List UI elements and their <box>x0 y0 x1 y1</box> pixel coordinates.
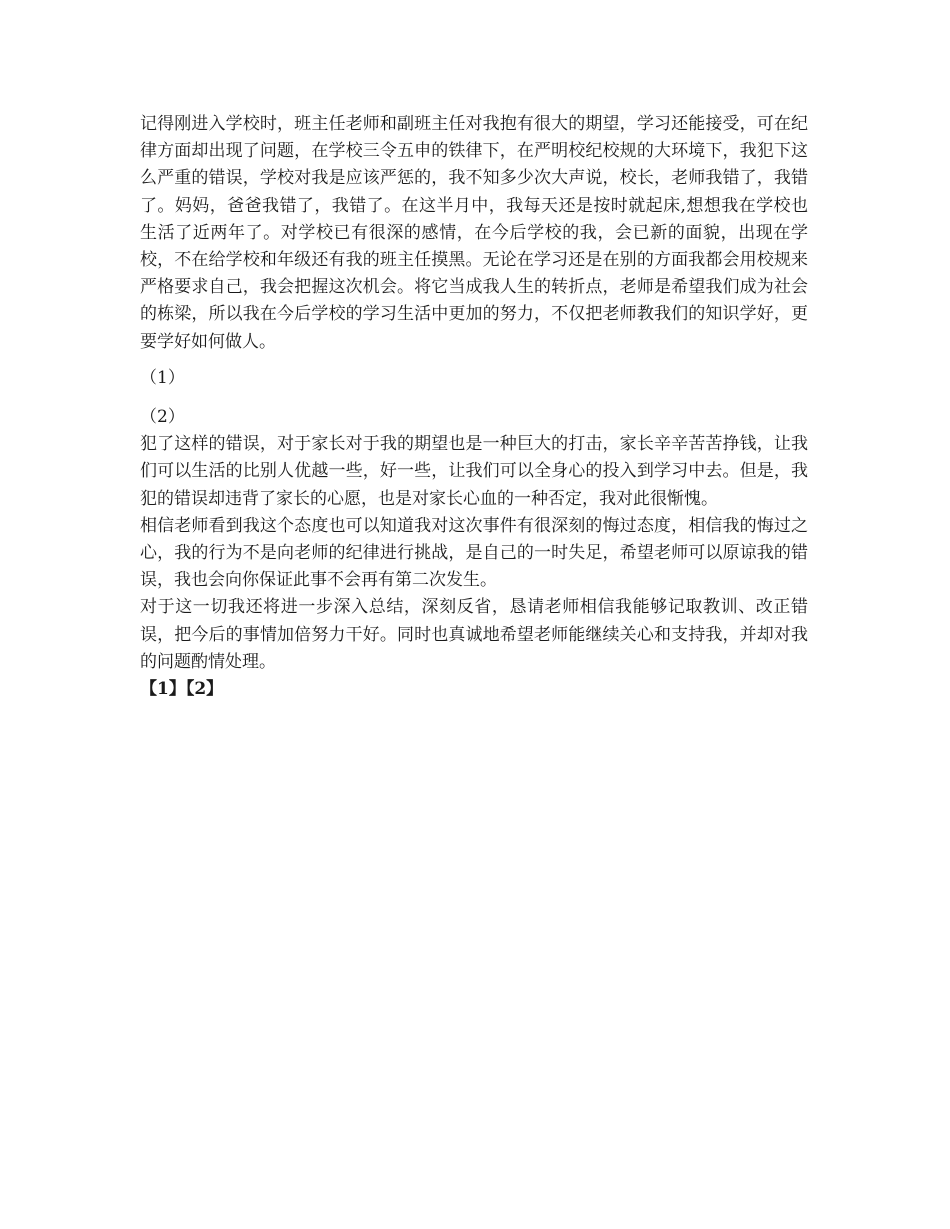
page-links[interactable]: 【1】【2】 <box>140 679 224 700</box>
document-body <box>140 111 808 703</box>
section-label-2: （2） <box>140 407 185 428</box>
section-2-paragraph-1: 犯了这样的错误，对于家长对于我的期望也是一种巨大的打击，家长辛辛苦苦挣钱，让我们可以生活的比别人优越一些，好一些，让我们可以全身心的投入到学习中去。但是，我犯的错误却违背了家长的心愿，也是对家长心血的一种否定，我对此很惭愧。 <box>140 434 808 509</box>
intro-paragraph: 记得刚进入学校时，班主任老师和副班主任对我抱有很大的期望，学习还能接受，可在纪律方面却出现了问题，在学校三令五申的铁律下，在严明校纪校规的大环境下，我犯下这么严重的错误，学校对我是应该严惩的，我不知多少次大声说，校长，老师我错了，我错了。妈妈，爸爸我错了，我错了。在这半月中，我每天还是按时就起床,想想我在学校也生活了近两年了。对学校已有很深的感情，在今后学校的我，会已新的面貌，出现在学校，不在给学校和年级还有我的班主任摸黑。无论在学习还是在别的方面我都会用校规来严格要求自己，我会把握这次机会。将它当成我人生的转折点，老师是希望我们成为社会的栋梁，所以我在今后学校的学习生活中更加的努力，不仅把老师教我们的知识学好，更要学好如何做人。 <box>140 114 808 352</box>
section-label-1: （1） <box>140 367 185 388</box>
section-2-paragraph-2: 相信老师看到我这个态度也可以知道我对这次事件有很深刻的悔过态度，相信我的悔过之心，我的行为不是向老师的纪律进行挑战，是自己的一时失足，希望老师可以原谅我的错误，我也会向你保证此事不会再有第二次发生。 <box>140 515 808 591</box>
section-2-paragraph-3: 对于这一切我还将进一步深入总结，深刻反省，恳请老师相信我能够记取教训、改正错误，把今后的事情加倍努力干好。同时也真诚地希望老师能继续关心和支持我，并却对我的问题酌情处理。 <box>140 597 808 672</box>
